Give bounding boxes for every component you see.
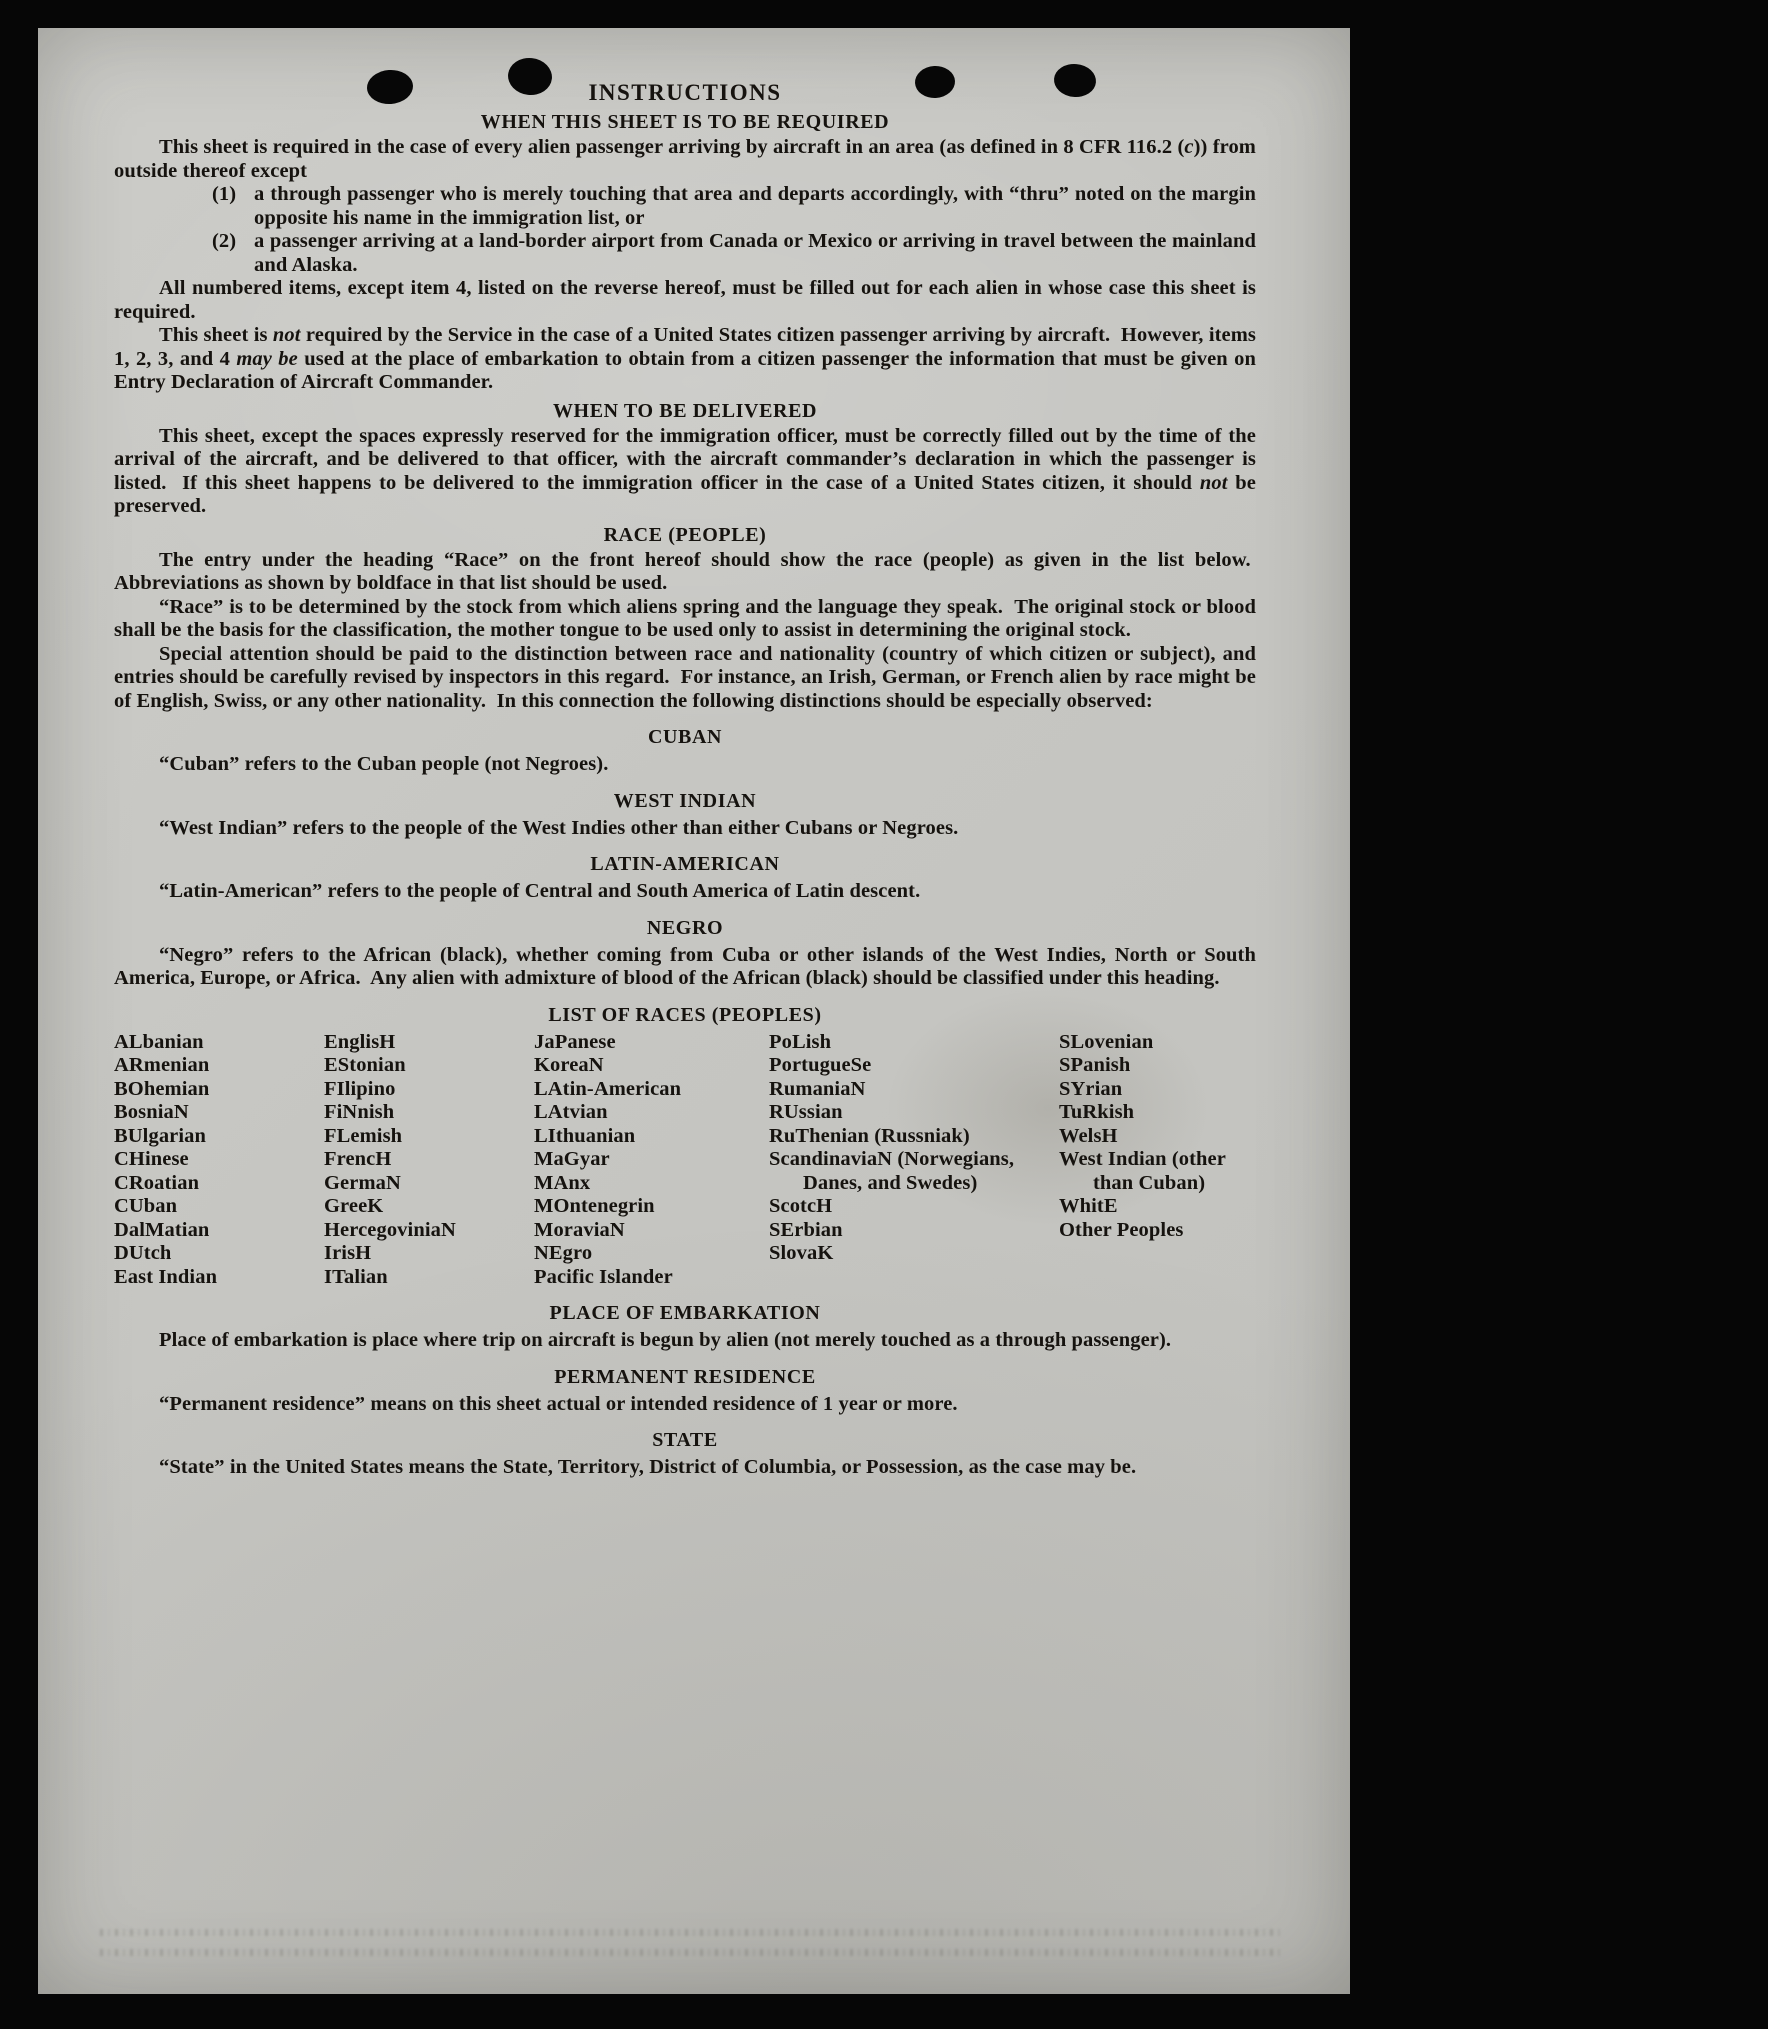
race-list-item: IrisH <box>324 1242 372 1264</box>
race-list-item: SYrian <box>1059 1077 1123 1100</box>
numbered-exception-list <box>212 183 1256 277</box>
list-item-number: (1) <box>212 183 237 205</box>
race-list-item: MAnx <box>534 1171 591 1194</box>
list-item-text: a passenger arriving at a land-border airport from Canada or Mexico or arriving in travel between the mainland and Alaska. <box>254 230 1256 276</box>
race-list-item: DUtch <box>114 1242 172 1264</box>
paragraph-race-entry: The entry under the heading “Race” on the front hereof should show the race (people) as given in the list below. Abbreviations as shown by boldface in that list should be used. <box>114 548 1256 594</box>
section-heading-list-of-races: LIST OF RACES (PEOPLES) <box>548 1003 822 1026</box>
race-list-item: GreeK <box>324 1195 384 1217</box>
race-list-item: RuThenian (Russniak) <box>769 1124 970 1147</box>
paragraph-numbered-items: All numbered items, except item 4, listed on the reverse hereof, must be filled out for each alien in whose case this sheet is required. <box>114 277 1256 323</box>
race-list-item: NEgro <box>534 1242 593 1264</box>
race-list-item: MaGyar <box>534 1148 610 1170</box>
race-list-item: HercegoviniaN <box>324 1218 456 1241</box>
paragraph-residence: “Permanent residence” means on this sheet actual or intended residence of 1 year or more. <box>159 1392 958 1415</box>
race-list-item: PortugueSe <box>769 1054 872 1076</box>
race-list-item: CUban <box>114 1195 178 1217</box>
section-heading-west-indian: WEST INDIAN <box>613 789 757 812</box>
race-list-item: ARmenian <box>114 1054 210 1076</box>
race-list-item: EnglisH <box>324 1030 396 1053</box>
races-column-1 <box>114 1031 324 1290</box>
race-list-item: ITalian <box>324 1265 388 1288</box>
paragraph-race-determined: “Race” is to be determined by the stock from which aliens spring and the language they speak. The original stock or blood shall be the basis for the classification, the mother tongue to be used only to assist in determining the original stock. <box>114 595 1256 641</box>
list-item-text: a through passenger who is merely touching that area and departs accordingly, with “thru” noted on the margin opposite his name in the immigration list, or <box>254 183 1256 229</box>
paragraph-state: “State” in the United States means the State, Territory, District of Columbia, or Possession, as the case may be. <box>159 1456 1137 1478</box>
section-heading-negro: NEGRO <box>646 916 724 939</box>
race-list-item: FiNnish <box>324 1101 395 1123</box>
paragraph-west-indian: “West Indian” refers to the people of the West Indies other than either Cubans or Negroes. <box>159 816 959 839</box>
race-list-item: PoLish <box>769 1030 832 1053</box>
race-list-item: FrencH <box>324 1148 392 1170</box>
list-item <box>212 183 1256 230</box>
race-list-item: ScotcH <box>769 1195 833 1217</box>
races-table <box>114 1031 1256 1290</box>
paragraph-required-intro: This sheet is required in the case of every alien passenger arriving by aircraft in an area (as defined in 8 CFR 116.2 (c)) from outside thereof except <box>114 136 1256 182</box>
section-heading-state: STATE <box>652 1429 718 1451</box>
race-list-item: BOhemian <box>114 1077 210 1100</box>
scanned-document-page <box>38 28 1350 1994</box>
paragraph-cuban: “Cuban” refers to the Cuban people (not Negroes). <box>159 753 609 775</box>
race-list-item: East Indian <box>114 1265 218 1288</box>
race-list-item: EStonian <box>324 1054 406 1076</box>
race-list-item: GermaN <box>324 1171 401 1194</box>
race-list-item: WhitE <box>1059 1195 1118 1217</box>
race-list-item: RUssian <box>769 1101 843 1123</box>
race-list-item: ScandinaviaN (Norwegians, Danes, and Swedes) <box>769 1148 1015 1194</box>
races-column-3 <box>534 1031 769 1290</box>
page-title: INSTRUCTIONS <box>588 80 782 105</box>
race-list-item: West Indian (other than Cuban) <box>1059 1148 1226 1194</box>
race-list-item: LAtvian <box>534 1101 608 1123</box>
section-heading-residence: PERMANENT RESIDENCE <box>554 1365 816 1388</box>
race-list-item: DalMatian <box>114 1218 210 1241</box>
race-list-item: Pacific Islander <box>534 1265 673 1288</box>
race-list-item: SLovenian <box>1059 1030 1154 1053</box>
document-content <box>114 80 1256 1480</box>
bleed-through-texture <box>100 1949 1280 1956</box>
paragraph-not-required: This sheet is not required by the Service in the case of a United States citizen passenger arriving by aircraft. However, items 1, 2, 3, and 4 may be used at the place of embarkation to obtain from a citizen passenger the information that must be given on Entry Declaration of Aircraft Commander. <box>114 324 1256 393</box>
race-list-item: BUlgarian <box>114 1124 207 1147</box>
race-list-item: FIlipino <box>324 1077 396 1100</box>
race-list-item: CHinese <box>114 1148 189 1170</box>
paragraph-latin-american: “Latin-American” refers to the people of Central and South America of Latin descent. <box>159 880 921 902</box>
section-heading-when-required: WHEN THIS SHEET IS TO BE REQUIRED <box>480 111 890 133</box>
race-list-item: BosniaN <box>114 1101 189 1123</box>
race-list-item: SPanish <box>1059 1054 1131 1076</box>
section-heading-latin-american: LATIN-AMERICAN <box>590 853 780 875</box>
list-item-number: (2) <box>212 230 237 252</box>
race-list-item: FLemish <box>324 1124 403 1147</box>
paragraph-embarkation: Place of embarkation is place where trip on aircraft is begun by alien (not merely touched as a through passenger). <box>159 1329 1172 1351</box>
bleed-through-texture <box>100 1929 1280 1936</box>
race-list-item: LIthuanian <box>534 1124 636 1147</box>
races-column-4 <box>769 1031 1059 1290</box>
paragraph-race-nationality: Special attention should be paid to the distinction between race and nationality (country of which citizen or subject), and entries should be carefully revised by inspectors in this regard. For instance, an Irish, German, or French alien by race might be of English, Swiss, or any other nationality. In this connection the following distinctions should be especially observed: <box>114 642 1256 712</box>
race-list-item: ALbanian <box>114 1030 204 1053</box>
section-heading-race: RACE (PEOPLE) <box>603 523 767 546</box>
race-list-item: RumaniaN <box>769 1077 866 1100</box>
list-item <box>212 230 1256 277</box>
section-heading-when-delivered: WHEN TO BE DELIVERED <box>552 399 818 422</box>
race-list-item: WelsH <box>1059 1124 1118 1147</box>
section-heading-embarkation: PLACE OF EMBARKATION <box>549 1302 821 1324</box>
section-heading-cuban: CUBAN <box>647 726 723 748</box>
race-list-item: LAtin-American <box>534 1077 682 1100</box>
race-list-item: MoraviaN <box>534 1218 625 1241</box>
race-list-item: MOntenegrin <box>534 1195 655 1217</box>
race-list-item: SErbian <box>769 1218 843 1241</box>
races-column-2 <box>324 1031 534 1290</box>
race-list-item: JaPanese <box>534 1030 616 1053</box>
race-list-item: KoreaN <box>534 1054 604 1076</box>
race-list-item: SlovaK <box>769 1242 834 1264</box>
race-list-item: TuRkish <box>1059 1101 1135 1123</box>
race-list-item: CRoatian <box>114 1171 200 1194</box>
paragraph-negro: “Negro” refers to the African (black), whether coming from Cuba or other islands of the West Indies, North or South America, Europe, or Africa. Any alien with admixture of blood of the African (black) should be classified under this heading. <box>114 943 1256 989</box>
races-column-5 <box>1059 1031 1254 1290</box>
paragraph-delivered: This sheet, except the spaces expressly reserved for the immigration officer, must be correctly filled out by the time of the arrival of the aircraft, and be delivered to that officer, with the aircraft commander’s declaration in which the passenger is listed. If this sheet happens to be delivered to the immigration officer in the case of a United States citizen, it should not be preserved. <box>114 424 1256 517</box>
race-list-item: Other Peoples <box>1059 1218 1184 1241</box>
